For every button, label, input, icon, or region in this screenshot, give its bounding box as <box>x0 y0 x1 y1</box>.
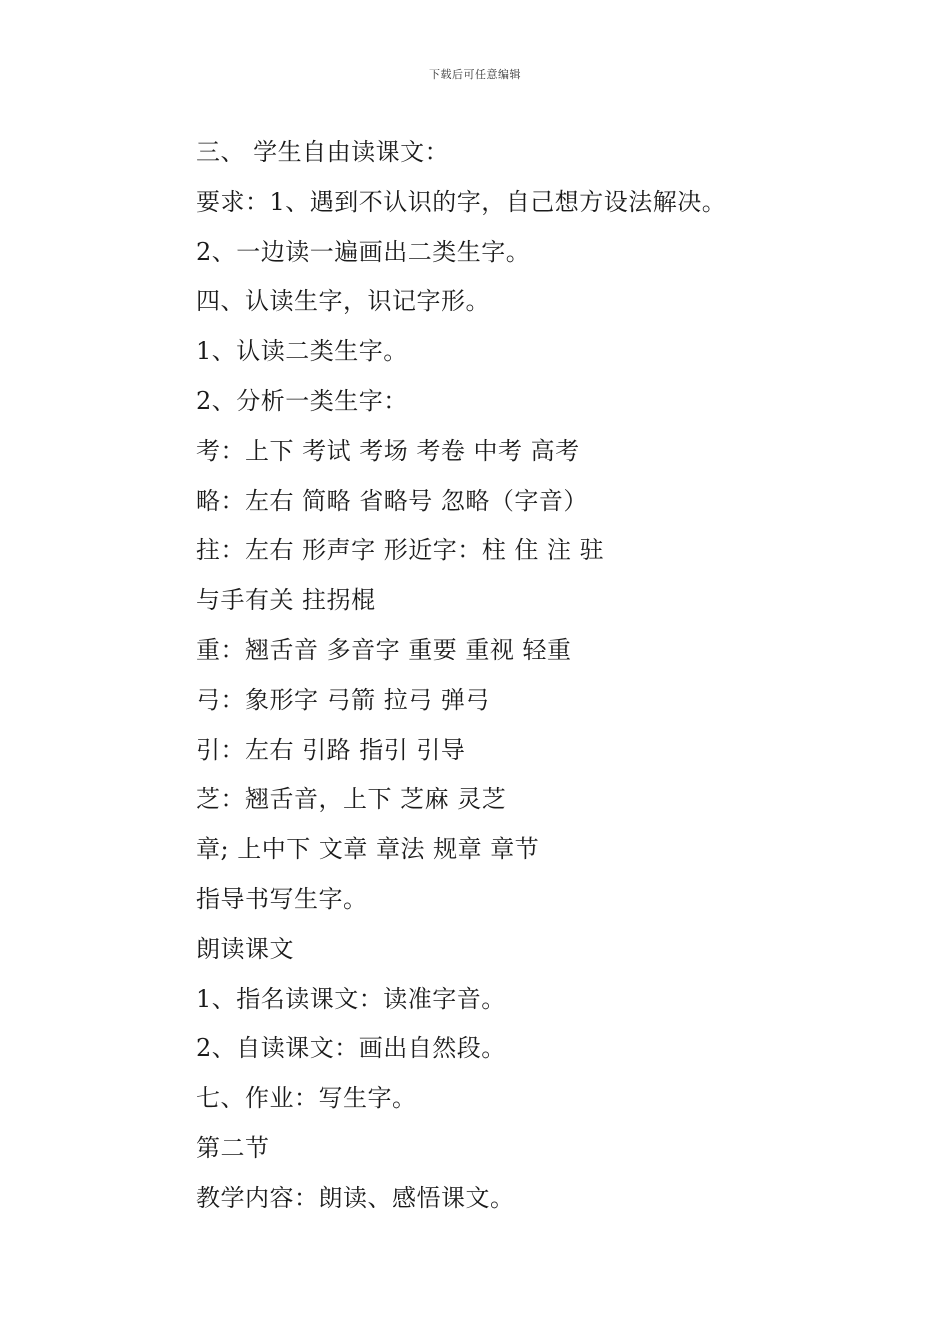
text-line: 2、自读课文：画出自然段。 <box>196 1034 506 1063</box>
text-line: 芝：翘舌音，上下 芝麻 灵芝 <box>196 785 507 814</box>
text-line: 教学内容：朗读、感悟课文。 <box>196 1183 515 1212</box>
text-line: 七、作业：写生字。 <box>196 1084 417 1113</box>
text-line: 1、指名读课文：读准字音。 <box>196 984 506 1013</box>
text-line: 指导书写生字。 <box>196 884 368 913</box>
text-line: 拄：左右 形声字 形近字：柱 住 注 驻 <box>196 536 605 565</box>
text-line: 2、分析一类生字： <box>196 386 408 415</box>
text-line: 三、 学生自由读课文： <box>196 138 450 166</box>
text-line: 弓：象形字 弓箭 拉弓 弹弓 <box>196 685 490 714</box>
text-line: 2、一边读一遍画出二类生字。 <box>196 237 531 266</box>
text-line: 要求：1、遇到不认识的字，自己想方设法解决。 <box>196 187 727 216</box>
text-line: 略：左右 简略 省略号 忽略（字音） <box>196 486 588 515</box>
text-line: 四、认读生字，识记字形。 <box>196 287 490 316</box>
text-line: 章; 上中下 文章 章法 规章 章节 <box>196 835 540 864</box>
text-line: 第二节 <box>196 1133 270 1162</box>
text-line: 引：左右 引路 指引 引导 <box>196 735 466 764</box>
text-line: 考：上下 考试 考场 考卷 中考 高考 <box>196 436 580 465</box>
text-line: 与手有关 拄拐棍 <box>196 586 376 615</box>
page-header: 下载后可任意编辑 <box>429 68 521 81</box>
text-line: 朗读课文 <box>196 934 294 963</box>
text-line: 1、认读二类生字。 <box>196 337 408 366</box>
document-body <box>196 128 846 1224</box>
text-line: 重：翘舌音 多音字 重要 重视 轻重 <box>196 635 572 664</box>
